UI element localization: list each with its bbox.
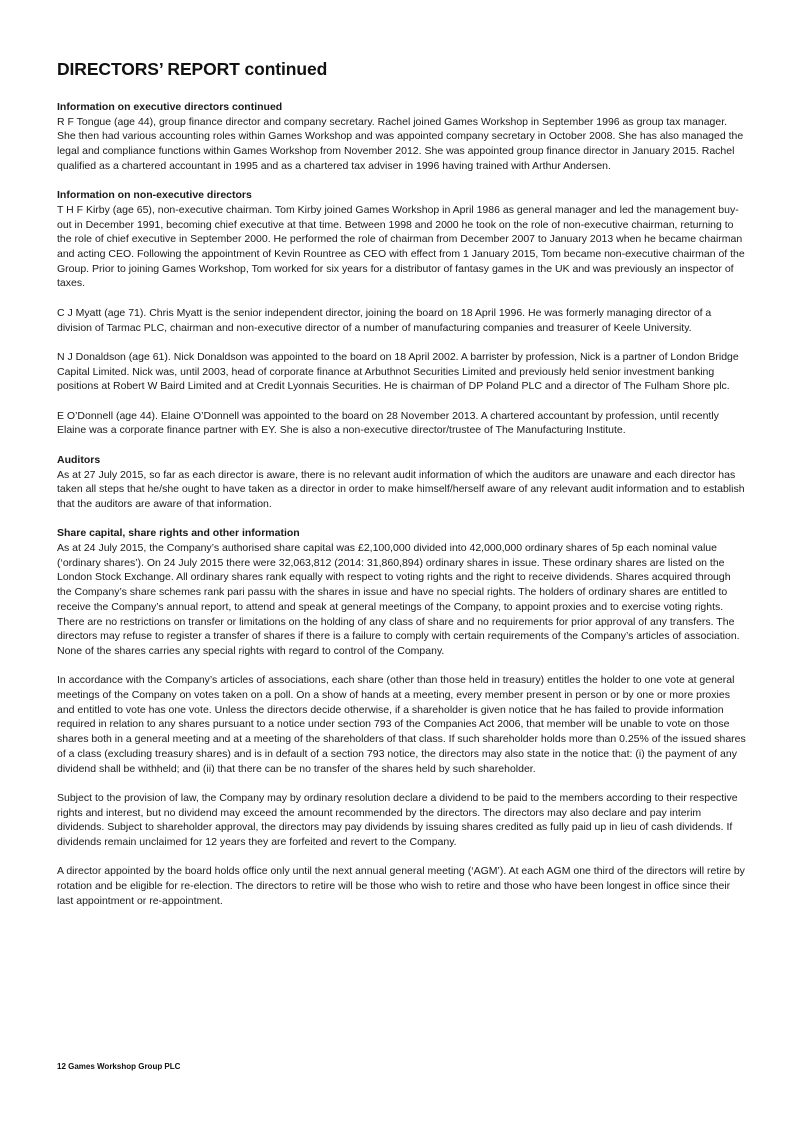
report-body	[57, 100, 747, 923]
section-heading: Information on non-executive directors	[57, 189, 252, 202]
section-heading: Information on executive directors continued	[57, 101, 283, 113]
section-heading: Share capital, share rights and other information	[57, 527, 300, 540]
paragraph-share-capital: As at 24 July 2015, the Company’s authorised share capital was £2,100,000 divided into 42,000,000 ordinary shares of 5p each nominal value (‘ordinary shares’). On 24 July 2015 there were 32,063,812 (2014: 31,860,894) ordinary shares in issue. These ordinary shares are listed on the London Stock Exchange. All ordinary shares rank equally with respect to voting rights and the right to receive dividends. Shares acquired through the Company’s share schemes rank pari passu with the shares in issue and have no special rights. The holders of ordinary shares are entitled to receive the Company’s annual report, to attend and speak at general meetings of the Company, to appoint proxies and to exercise voting rights. There are no restrictions on transfer or limitations on the holding of any class of share and no requirements for prior approval of any transfers. The directors may refuse to register a transfer of shares if there is a failure to comply with certain requirements of the Company’s articles of association. None of the shares carries any special rights with regard to control of the Company.	[57, 542, 740, 657]
paragraph-kirby: T H F Kirby (age 65), non-executive chairman. Tom Kirby joined Games Workshop in April 1986 as general manager and led the management buy-out in December 1991, becoming chief executive at that time. Between 1998 and 2000 he took on the role of non-executive chairman, returning to the role of chief executive in September 2000. He performed the role of chairman from December 2007 to January 2013 when he became chairman and acting CEO. Following the appointment of Kevin Rountree as CEO with effect from 1 January 2015, Tom became non-executive chairman of the Group. Prior to joining Games Workshop, Tom worked for six years for a distributor of fantasy games in the UK and was previously an inspector of taxes.	[57, 203, 745, 290]
paragraph-donaldson: N J Donaldson (age 61). Nick Donaldson was appointed to the board on 18 April 2002. A barrister by profession, Nick is a partner of London Bridge Capital Limited. Nick was, until 2003, head of corporate finance at Arbuthnot Securities Limited and previously held senior investment banking positions at Robert W Baird Limited and at Credit Lyonnais Securities. He is chairman of DP Poland PLC and a director of The Fulham Shore plc.	[57, 350, 739, 393]
section-auditors	[57, 453, 747, 512]
section-non-executive-directors	[57, 188, 747, 438]
paragraph-myatt: C J Myatt (age 71). Chris Myatt is the senior independent director, joining the board on 18 April 1996. He was formerly managing director of a division of Tarmac PLC, chairman and non-executive director of a number of manufacturing companies and treasurer of Keele University.	[57, 306, 712, 334]
paragraph-odonnell: E O’Donnell (age 44). Elaine O’Donnell was appointed to the board on 28 November 2013. A chartered accountant by profession, until recently Elaine was a corporate finance partner with EY. She is also a non-executive director/trustee of The Manufacturing Institute.	[57, 409, 719, 437]
section-share-capital	[57, 526, 747, 908]
section-heading: Auditors	[57, 453, 101, 466]
page-title: DIRECTORS’ REPORT continued	[57, 59, 328, 79]
paragraph-director-rotation: A director appointed by the board holds office only until the next annual general meeting (‘AGM’). At each AGM one third of the directors will retire by rotation and be eligible for re-election. The directors to retire will be those who wish to retire and those who have been longest in office since their last appointment or re-appointment.	[57, 865, 745, 907]
paragraph-dividends: Subject to the provision of law, the Company may by ordinary resolution declare a dividend to be paid to the members according to their respective rights and interest, but no dividend may exceed the amount recommended by the directors. The directors may also declare and pay interim dividends. Subject to shareholder approval, the directors may pay dividends by issuing shares credited as fully paid up in lieu of cash dividends. If dividends remain unclaimed for 12 years they are forfeited and revert to the Company.	[57, 791, 738, 849]
paragraph-tongue: R F Tongue (age 44), group finance director and company secretary. Rachel joined Games Workshop in September 1996 as group tax manager. She then had various accounting roles within Games Workshop and was appointed company secretary in October 2008. She has also managed the legal and compliance functions within Games Workshop from November 2012. She was appointed group finance director in January 2015. Rachel qualified as a chartered accountant in 1995 and as a chartered tax adviser in 1996 having trained with Arthur Andersen.	[57, 115, 744, 172]
section-executive-directors	[57, 100, 747, 174]
paragraph-auditors: As at 27 July 2015, so far as each director is aware, there is no relevant audit information of which the auditors are unaware and each director has taken all steps that he/she ought to have taken as a director in order to make himself/herself aware of any relevant audit information and to establish that the auditors are aware of that information.	[57, 468, 745, 510]
paragraph-voting-rights: In accordance with the Company’s articles of associations, each share (other than those held in treasury) entitles the holder to one vote at general meetings of the Company on votes taken on a poll. On a show of hands at a meeting, every member present in person or by one or more proxies and entitled to vote has one vote. Unless the directors decide otherwise, if a shareholder is given notice that he has failed to provide information required in relation to any shares pursuant to a notice under section 793 of the Companies Act 2006, that member will be unable to vote on those shares both in a general meeting and at a meeting of the shareholders of that class. If such shareholder holds more than 0.25% of the issued shares of a class (excluding treasury shares) and is in default of a section 793 notice, the directors may also state in the notice that: (i) the payment of any dividend shall be withheld; and (ii) that there can be no transfer of the shares held by such shareholder.	[57, 674, 746, 775]
page-footer: 12 Games Workshop Group PLC	[57, 1062, 181, 1071]
